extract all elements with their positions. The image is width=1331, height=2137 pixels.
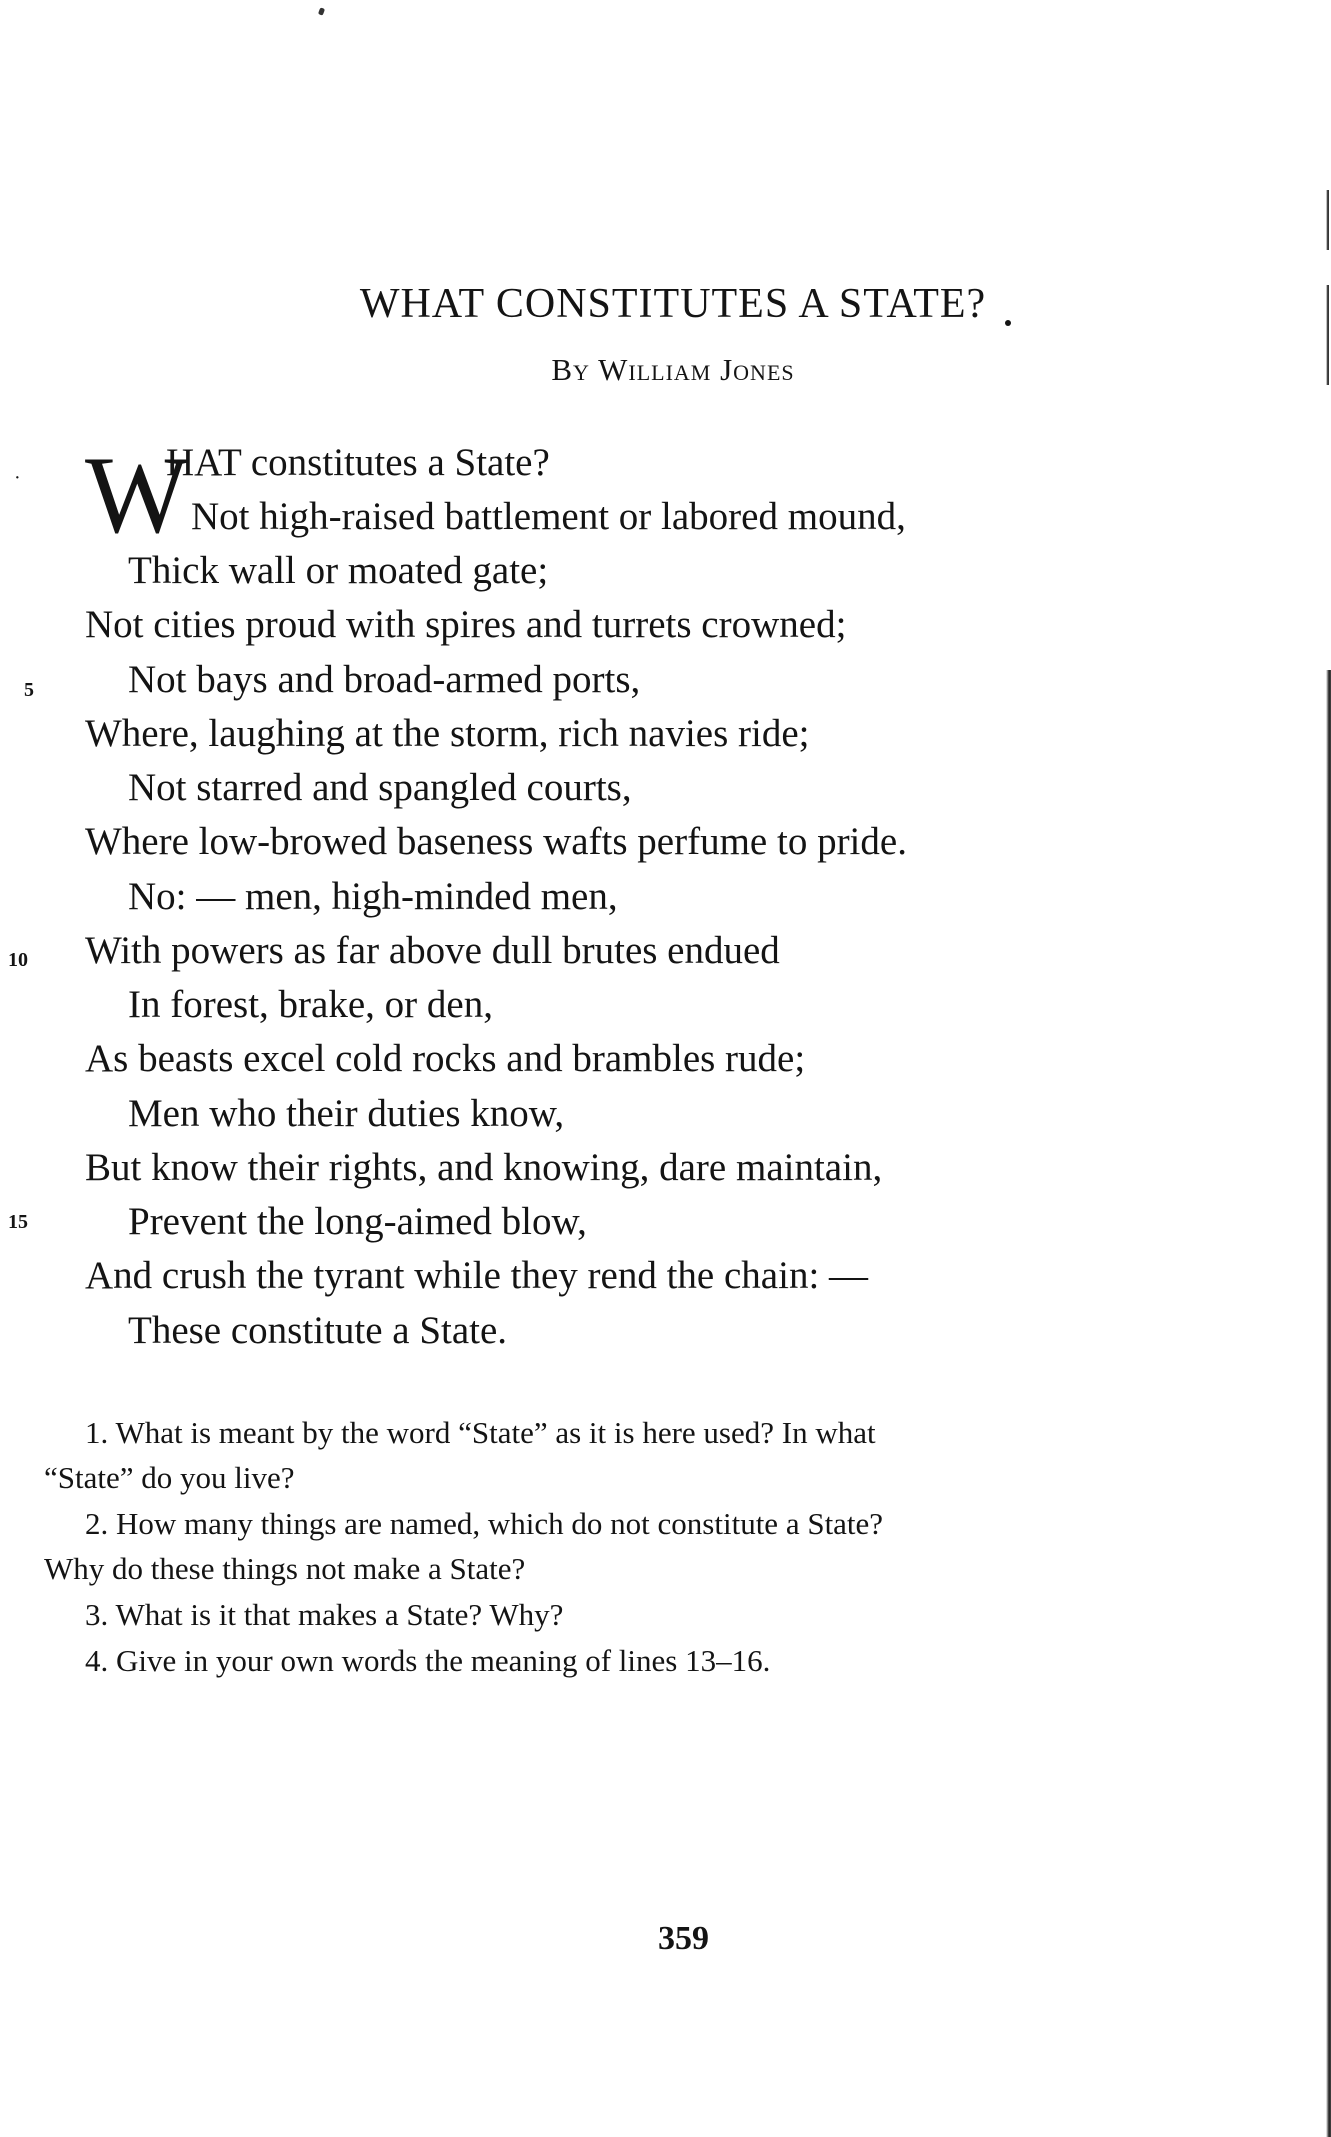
poem-byline: By William Jones — [551, 352, 795, 387]
poem-line: Not high-raised battlement or labored mound, — [191, 495, 906, 538]
title-dot — [1005, 320, 1011, 326]
poem-line: In forest, brake, or den, — [128, 983, 493, 1026]
poem-line: With powers as far above dull brutes endued — [85, 929, 780, 972]
margin-mark: 5 — [24, 679, 34, 701]
poem-line: These constitute a State. — [128, 1309, 508, 1352]
poem-line: HAT constitutes a State? — [166, 441, 550, 484]
question-3 — [85, 1599, 563, 1630]
line-number: 10 — [8, 949, 28, 971]
question-number: 1. — [85, 1415, 109, 1450]
question-1-continued: “State” do you live? — [44, 1460, 295, 1495]
line-number: 15 — [8, 1211, 28, 1233]
page-number: 359 — [658, 1920, 709, 1957]
question-4 — [85, 1645, 770, 1676]
question-2-continued: Why do these things not make a State? — [44, 1551, 526, 1586]
poem-line: Thick wall or moated gate; — [128, 549, 549, 592]
poem-line: Men who their duties know, — [128, 1092, 565, 1135]
question-text: What is meant by the word “State” as it is here used? In what — [115, 1415, 876, 1450]
binding-edge-mark — [1326, 190, 1329, 250]
question-number: 4. — [85, 1643, 109, 1678]
poem-line: Where, laughing at the storm, rich navies ride; — [85, 712, 810, 755]
poem-line: And crush the tyrant while they rend the chain: — — [85, 1254, 869, 1297]
poem-title: WHAT CONSTITUTES A STATE? — [359, 281, 987, 327]
question-number: 2. — [85, 1506, 109, 1541]
question-text: What is it that makes a State? Why? — [115, 1597, 564, 1632]
question-text: Give in your own words the meaning of lines 13–16. — [116, 1643, 771, 1678]
question-2 — [85, 1508, 883, 1539]
poem-line: Prevent the long-aimed blow, — [128, 1200, 587, 1243]
poem-line: Not bays and broad-armed ports, — [128, 658, 641, 701]
poem-line: Not cities proud with spires and turrets crowned; — [85, 603, 847, 646]
question-text: How many things are named, which do not constitute a State? — [116, 1506, 884, 1541]
question-number: 3. — [85, 1597, 109, 1632]
margin-mark: · — [14, 467, 21, 489]
poem-line: Not starred and spangled courts, — [128, 766, 632, 809]
poem-line: As beasts excel cold rocks and brambles rude; — [85, 1037, 806, 1080]
binding-edge-shadow — [1326, 670, 1331, 2137]
poem-line: No: — men, high-minded men, — [128, 875, 618, 918]
drop-cap: W — [85, 434, 189, 556]
poem-line: Where low-browed baseness wafts perfume to pride. — [85, 820, 907, 863]
poem-line: But know their rights, and knowing, dare maintain, — [85, 1146, 883, 1189]
scan-speck — [318, 7, 325, 15]
question-1 — [85, 1417, 876, 1448]
